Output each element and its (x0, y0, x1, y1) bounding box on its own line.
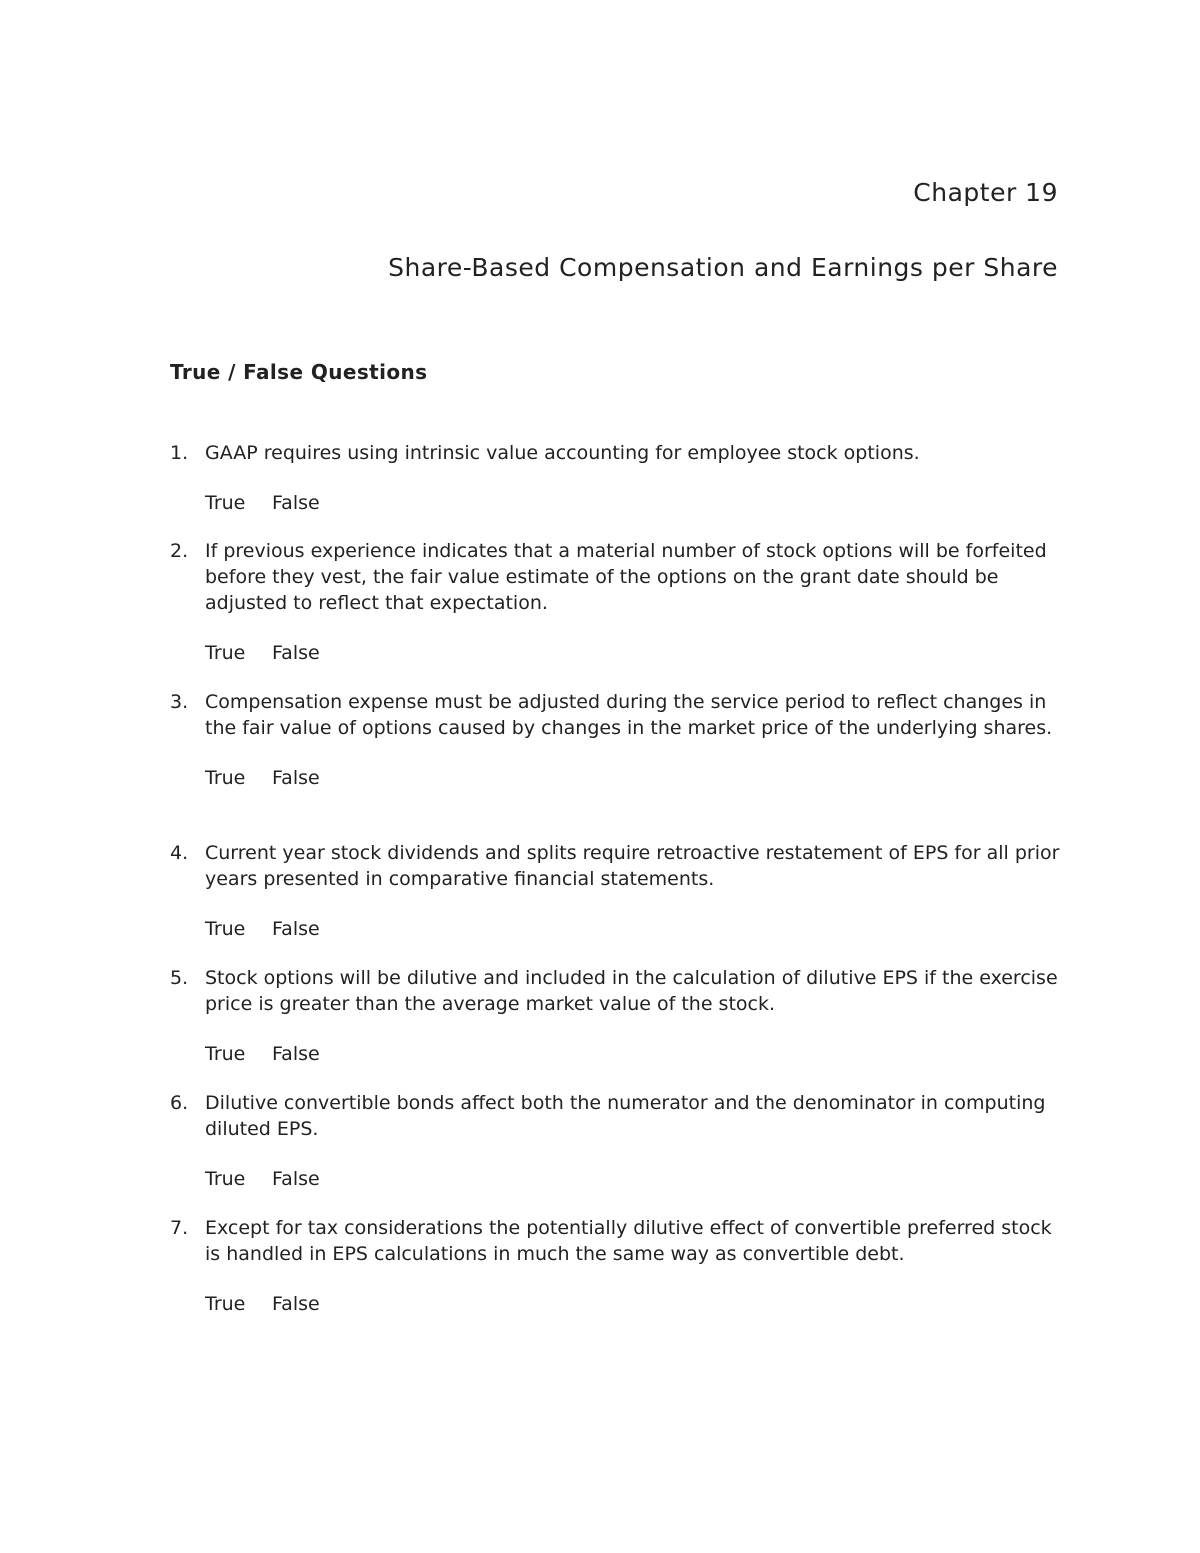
option-false: False (272, 767, 320, 789)
option-true: True (205, 492, 246, 514)
option-true: True (205, 767, 246, 789)
question-text: Current year stock dividends and splits require retroactive restatement of EPS for all prior years presented in comparative financial statements. (205, 842, 1060, 890)
answer-options (205, 765, 1070, 791)
question-number: 4. (170, 842, 189, 864)
question-1 (170, 440, 1070, 538)
question-text: Stock options will be dilutive and included in the calculation of dilutive EPS if the exercise price is greater than the average market value of the stock. (205, 967, 1058, 1015)
question-text: Compensation expense must be adjusted during the service period to reflect changes in the fair value of options caused by changes in the market price of the underlying shares. (205, 691, 1053, 739)
option-true: True (205, 1293, 246, 1315)
answer-options (205, 1291, 1070, 1317)
question-number: 7. (170, 1217, 189, 1239)
question-list (170, 440, 1070, 1340)
answer-options (205, 1166, 1070, 1192)
question-5 (170, 965, 1070, 1090)
option-false: False (272, 492, 320, 514)
question-3 (170, 689, 1070, 840)
option-true: True (205, 1168, 246, 1190)
option-false: False (272, 1293, 320, 1315)
question-7 (170, 1215, 1070, 1340)
question-number: 2. (170, 540, 189, 562)
question-text: Dilutive convertible bonds affect both the numerator and the denominator in computing diluted EPS. (205, 1092, 1046, 1140)
answer-options (205, 640, 1070, 666)
question-number: 1. (170, 442, 189, 464)
option-false: False (272, 1043, 320, 1065)
question-number: 6. (170, 1092, 189, 1114)
question-4 (170, 840, 1070, 965)
question-2 (170, 538, 1070, 689)
question-number: 5. (170, 967, 189, 989)
question-text: If previous experience indicates that a material number of stock options will be forfeited before they vest, the fair value estimate of the options on the grant date should be adjusted to reflect that expectation. (205, 540, 1047, 614)
question-text: GAAP requires using intrinsic value accounting for employee stock options. (205, 442, 920, 464)
chapter-title: Chapter 19 (913, 178, 1058, 207)
question-6 (170, 1090, 1070, 1215)
option-false: False (272, 642, 320, 664)
chapter-subtitle: Share-Based Compensation and Earnings per Share (388, 253, 1058, 282)
answer-options (205, 916, 1070, 942)
answer-options (205, 490, 1070, 516)
question-number: 3. (170, 691, 189, 713)
option-true: True (205, 1043, 246, 1065)
question-text: Except for tax considerations the potentially dilutive effect of convertible preferred stock is handled in EPS calculations in much the same way as convertible debt. (205, 1217, 1052, 1265)
section-heading: True / False Questions (170, 360, 428, 384)
option-false: False (272, 918, 320, 940)
option-true: True (205, 918, 246, 940)
option-false: False (272, 1168, 320, 1190)
answer-options (205, 1041, 1070, 1067)
option-true: True (205, 642, 246, 664)
